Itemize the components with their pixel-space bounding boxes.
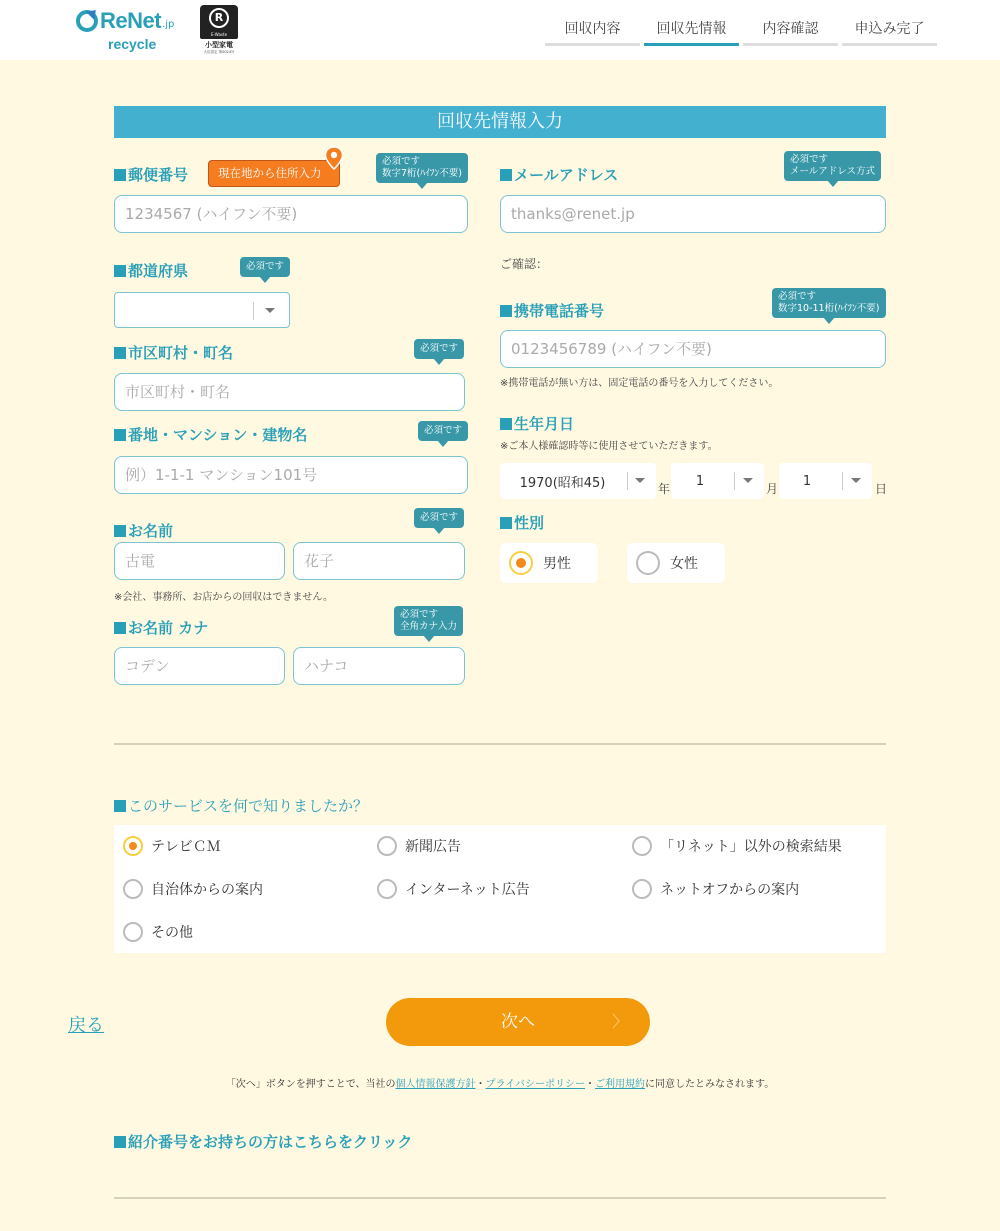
city-input[interactable]: [114, 373, 465, 411]
email-required-tooltip: 必須です メールアドレス方式: [784, 151, 881, 181]
birth-day-value: 1: [802, 473, 812, 489]
first-name-kana-input[interactable]: [293, 647, 465, 685]
back-link[interactable]: 戻る: [68, 1015, 104, 1036]
phone-note: ※携帯電話が無い方は、固定電話の番号を入力してください。: [500, 378, 779, 389]
radio-unselected-icon[interactable]: [377, 836, 397, 856]
ewaste-small-text: 大臣認定 第0024号: [203, 50, 235, 54]
name-required-tooltip: 必須です: [414, 508, 464, 528]
geolocation-address-button[interactable]: 現在地から住所入力: [208, 160, 340, 187]
email-label: メールアドレス: [500, 164, 618, 185]
address-required-tooltip: 必須です: [418, 421, 468, 441]
phone-label: 携帯電話番号: [500, 300, 604, 321]
prefecture-select[interactable]: [114, 292, 290, 328]
postal-required-tooltip: 必須です 数字7桁(ﾊｲﾌﾝ不要): [376, 153, 468, 183]
birth-year-value: 1970(昭和45): [519, 475, 606, 491]
renet-logo[interactable]: [76, 6, 188, 54]
birth-year-select[interactable]: [500, 463, 656, 499]
section-title: 回収先情報入力: [114, 106, 886, 138]
last-name-kana-input[interactable]: [114, 647, 285, 685]
consent-text: 「次へ」ボタンを押すことで、当社の個人情報保護方針・プライバシーポリシー・ご利用規約に同意したとみなされます。: [225, 1079, 775, 1090]
survey-option-netoff[interactable]: ネットオフからの案内: [632, 879, 799, 899]
email-confirm-label: ご確認：: [500, 257, 549, 271]
birthdate-label: 生年月日: [500, 413, 574, 434]
gender-option-male[interactable]: 男性: [500, 543, 598, 583]
step-collection-info: 回収先情報: [644, 18, 739, 46]
chevron-down-icon: [743, 478, 753, 483]
survey-label: このサービスを何で知りましたか？: [114, 795, 368, 816]
kana-label: お名前 カナ: [114, 617, 208, 638]
chevron-down-icon: [635, 478, 645, 483]
address-input[interactable]: [114, 456, 468, 494]
prefecture-required-tooltip: 必須です: [240, 257, 290, 277]
kana-required-tooltip: 必須です 全角カナ入力: [394, 606, 463, 636]
ewaste-certification-badge: [200, 5, 238, 55]
recycle-ring-icon: [76, 10, 98, 32]
gender-label: 性別: [500, 512, 544, 533]
divider: [114, 743, 886, 745]
logo-subtitle: recycle: [108, 36, 157, 52]
day-unit: 日: [875, 482, 888, 496]
location-pin-icon[interactable]: [324, 146, 344, 170]
ewaste-r-icon: R: [209, 8, 229, 28]
step-confirm: 内容確認: [743, 18, 838, 46]
phone-required-tooltip: 必須です 数字10-11桁(ﾊｲﾌﾝ不要): [772, 288, 886, 318]
survey-option-other[interactable]: その他: [123, 922, 193, 942]
postal-code-input[interactable]: [114, 195, 468, 233]
birth-day-select[interactable]: [779, 463, 872, 499]
radio-unselected-icon[interactable]: [377, 879, 397, 899]
prefecture-value: [115, 293, 253, 327]
progress-steps: [545, 18, 941, 46]
survey-option-newspaper[interactable]: 新聞広告: [377, 836, 461, 856]
chevron-right-icon: 〉: [611, 1012, 628, 1031]
city-required-tooltip: 必須です: [414, 339, 464, 359]
chevron-down-icon: [851, 478, 861, 483]
radio-unselected-icon[interactable]: [632, 836, 652, 856]
postal-label: 郵便番号: [114, 164, 188, 185]
city-label: 市区町村・町名: [114, 342, 233, 363]
logo-text: ReNet: [100, 8, 162, 33]
year-unit: 年: [658, 482, 671, 496]
chevron-down-icon: [265, 308, 275, 313]
phone-input[interactable]: [500, 330, 886, 368]
month-unit: 月: [766, 482, 779, 496]
privacy-statement-link[interactable]: プライバシーポリシー: [485, 1079, 586, 1090]
terms-link[interactable]: ご利用規約: [595, 1079, 646, 1090]
ewaste-text: 小型家電: [205, 41, 233, 49]
privacy-policy-link[interactable]: 個人情報保護方針: [395, 1079, 476, 1090]
header: [0, 0, 1000, 60]
radio-unselected-icon[interactable]: [636, 551, 660, 575]
step-collection-content: 回収内容: [545, 18, 640, 46]
radio-selected-icon[interactable]: [509, 551, 533, 575]
radio-unselected-icon[interactable]: [123, 922, 143, 942]
address-label: 番地・マンション・建物名: [114, 424, 307, 445]
radio-selected-icon[interactable]: [123, 836, 143, 856]
last-name-input[interactable]: [114, 542, 285, 580]
survey-option-internet-ad[interactable]: インターネット広告: [377, 879, 530, 899]
divider: [114, 1197, 886, 1199]
ewaste-label: E-Waste: [210, 32, 228, 37]
radio-unselected-icon[interactable]: [632, 879, 652, 899]
gender-option-female[interactable]: 女性: [627, 543, 725, 583]
referral-code-toggle[interactable]: 紹介番号をお持ちの方はこちらをクリック: [114, 1131, 412, 1152]
first-name-input[interactable]: [293, 542, 465, 580]
email-input[interactable]: [500, 195, 886, 233]
name-label: お名前: [114, 520, 173, 541]
survey-option-other-search[interactable]: 「リネット」以外の検索結果: [632, 836, 842, 856]
radio-unselected-icon[interactable]: [123, 879, 143, 899]
logo-suffix: .jp: [162, 18, 175, 30]
survey-option-tv-cm[interactable]: テレビＣＭ: [123, 836, 221, 856]
birth-month-select[interactable]: [671, 463, 764, 499]
name-note: ※会社、事務所、お店からの回収はできません。: [114, 592, 333, 603]
birth-month-value: 1: [695, 473, 705, 489]
birthdate-note: ※ご本人様確認時等に使用させていただきます。: [500, 441, 718, 452]
survey-options-box: [114, 825, 886, 953]
prefecture-label: 都道府県: [114, 260, 188, 281]
survey-option-municipality[interactable]: 自治体からの案内: [123, 879, 263, 899]
step-complete: 申込み完了: [842, 18, 937, 46]
next-button[interactable]: 次へ 〉: [386, 998, 650, 1046]
